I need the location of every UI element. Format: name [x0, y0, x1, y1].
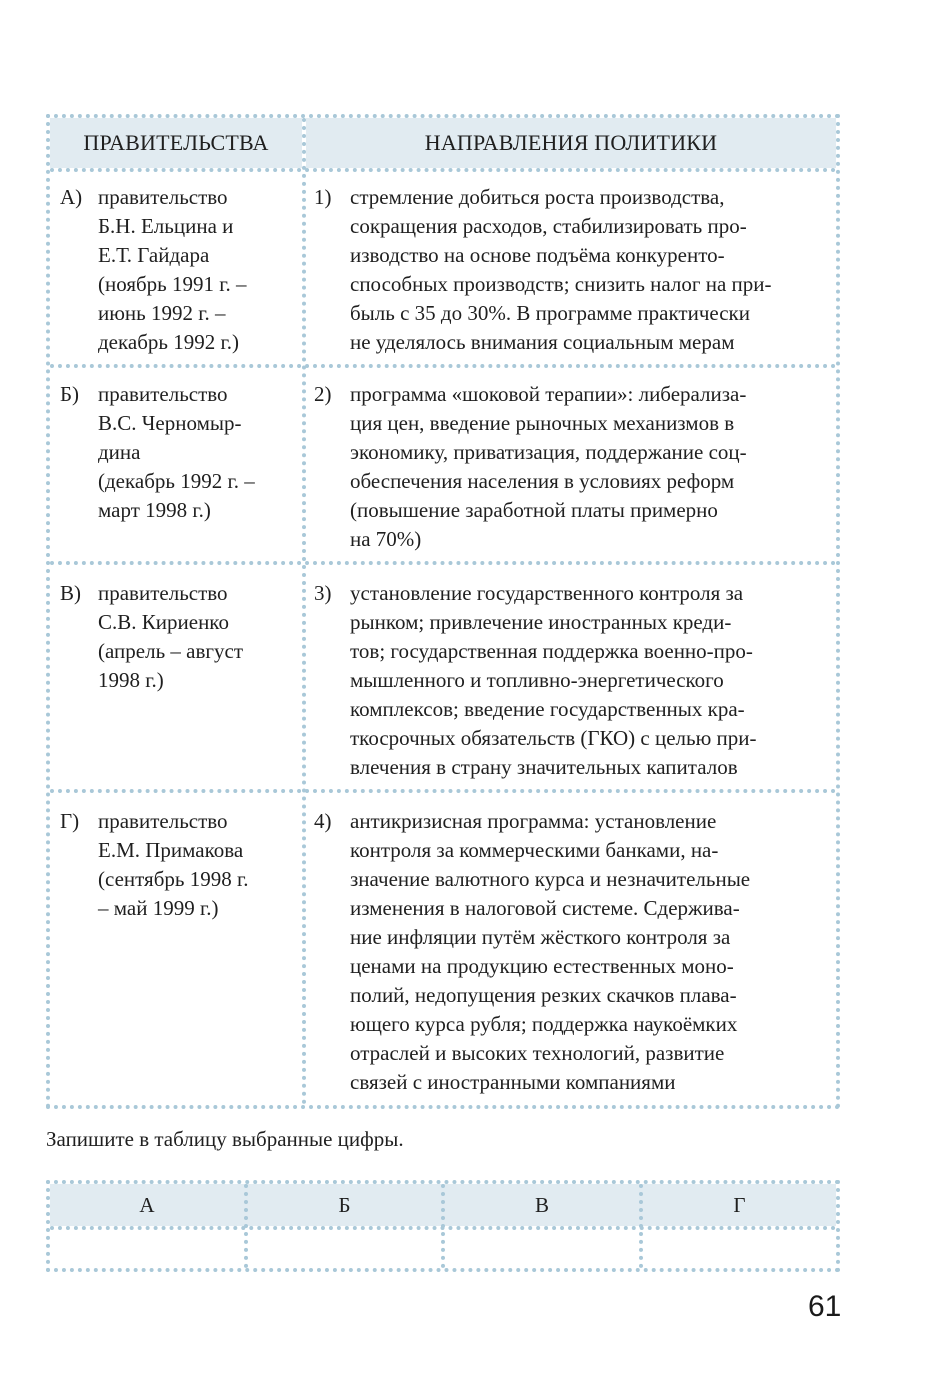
government-line: Е.М. Примакова	[98, 838, 244, 862]
header-governments: ПРАВИТЕЛЬСТВА	[50, 118, 302, 168]
policy-line: контроля за коммерческими банками, на-	[350, 838, 719, 862]
government-line: (сентябрь 1998 г.	[98, 867, 249, 891]
matching-table	[46, 114, 840, 1109]
policy-line: изменения в налоговой системе. Сдержива-	[350, 896, 740, 920]
answer-header-a: А	[139, 1192, 155, 1217]
policy-line: тов; государственная поддержка военно-про-	[350, 639, 753, 663]
government-line: В.С. Черномыр-	[98, 411, 242, 435]
policy-line: программа «шоковой терапии»: либерализа-	[350, 382, 747, 406]
policy-line: влечения в страну значительных капиталов	[350, 755, 738, 779]
policy-cell-2	[314, 380, 832, 554]
government-line: (апрель – август	[98, 639, 244, 663]
government-line: июнь 1992 г. –	[98, 301, 226, 325]
page-number: 61	[808, 1290, 842, 1323]
answer-cell-v[interactable]	[445, 1230, 639, 1268]
policy-line: обеспечения населения в условиях реформ	[350, 469, 735, 493]
policy-line: установление государственного контроля за	[350, 581, 744, 605]
policy-line: ция цен, введение рыночных механизмов в	[350, 411, 735, 435]
government-cell-a	[60, 183, 296, 357]
policy-line: мышленного и топливно-энергетического	[350, 668, 724, 692]
government-line: март 1998 г.)	[98, 498, 211, 522]
answer-cell-g[interactable]	[643, 1230, 836, 1268]
policy-line: комплексов; введение государственных кра-	[350, 697, 745, 721]
policy-line: (повышение заработной платы примерно	[350, 498, 718, 522]
policy-line: сокращения расходов, стабилизировать про-	[350, 214, 747, 238]
answer-cell-b[interactable]	[248, 1230, 441, 1268]
policy-cell-3	[314, 579, 832, 782]
government-line: Е.Т. Гайдара	[98, 243, 210, 267]
government-cell-v	[60, 579, 296, 695]
government-mark: А)	[60, 185, 83, 209]
header-policies: НАПРАВЛЕНИЯ ПОЛИТИКИ	[306, 118, 836, 168]
row-divider	[50, 168, 836, 172]
policy-line: способных производств; снизить налог на при-	[350, 272, 772, 296]
policy-line: изводство на основе подъёма конкуренто-	[350, 243, 725, 267]
policy-line: ценами на продукцию естественных моно-	[350, 954, 734, 978]
answer-table	[46, 1180, 840, 1272]
government-line: правительство	[98, 809, 228, 833]
policy-line: ние инфляции путём жёсткого контроля за	[350, 925, 731, 949]
government-line: дина	[98, 440, 141, 464]
government-cell-g	[60, 807, 296, 923]
government-line: (декабрь 1992 г. –	[98, 469, 255, 493]
government-mark: Г)	[60, 809, 80, 833]
policy-line: экономику, приватизация, поддержание соц-	[350, 440, 747, 464]
government-line: правительство	[98, 382, 228, 406]
policy-mark: 3)	[314, 581, 332, 605]
policy-line: ткосрочных обязательств (ГКО) с целью при-	[350, 726, 757, 750]
answer-header-b: Б	[338, 1192, 351, 1217]
government-line: правительство	[98, 581, 228, 605]
government-cell-b	[60, 380, 296, 525]
policy-line: на 70%)	[350, 527, 422, 551]
government-line: 1998 г.)	[98, 668, 164, 692]
policy-line: значение валютного курса и незначительные	[350, 867, 751, 891]
row-divider	[50, 789, 836, 793]
policy-line: отраслей и высоких технологий, развитие	[350, 1041, 725, 1065]
row-divider	[50, 364, 836, 368]
government-line: правительство	[98, 185, 228, 209]
answer-header-v: В	[534, 1192, 549, 1217]
row-divider	[50, 561, 836, 565]
instruction-text: Запишите в таблицу выбранные цифры.	[46, 1127, 404, 1151]
policy-line: рынком; привлечение иностранных креди-	[350, 610, 732, 634]
column-divider	[302, 118, 306, 1105]
policy-line: полий, недопущения резких скачков плава-	[350, 983, 737, 1007]
policy-cell-1	[314, 183, 832, 357]
policy-line: стремление добиться роста производства,	[350, 185, 725, 209]
policy-mark: 4)	[314, 809, 332, 833]
government-line: Б.Н. Ельцина и	[98, 214, 234, 238]
policy-line: ющего курса рубля; поддержка наукоёмких	[350, 1012, 738, 1036]
government-mark: Б)	[60, 382, 80, 406]
government-line: – май 1999 г.)	[98, 896, 219, 920]
policy-line: быль с 35 до 30%. В программе практически	[350, 301, 750, 325]
answer-cell-a[interactable]	[50, 1230, 244, 1268]
government-line: декабрь 1992 г.)	[98, 330, 239, 354]
policy-line: антикризисная программа: установление	[350, 809, 717, 833]
policy-line: не уделялось внимания социальным мерам	[350, 330, 735, 354]
policy-mark: 2)	[314, 382, 332, 406]
government-line: С.В. Кириенко	[98, 610, 229, 634]
government-mark: В)	[60, 581, 81, 605]
policy-mark: 1)	[314, 185, 332, 209]
policy-line: связей с иностранными компаниями	[350, 1070, 676, 1094]
policy-cell-4	[314, 807, 832, 1097]
government-line: (ноябрь 1991 г. –	[98, 272, 247, 296]
answer-header-g: Г	[733, 1192, 746, 1217]
